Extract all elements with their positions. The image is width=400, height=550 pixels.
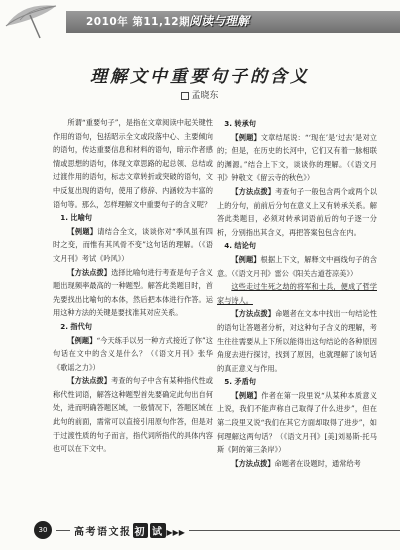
paragraph [217,307,377,375]
paragraph-text: 命题者在文本中找出一句结论性的语句让答题者分析，对这种句子含义的理解，考生往往需要从上下所以能得出这句结论的各种原因角度去进行探讨，找到了原因，也就理解了该句话的真正意义与作用。 [217,309,377,373]
footer-badge-1: 初 [133,523,149,538]
section-heading: 5. 矛盾句 [224,377,256,387]
paragraph-text: 所谓“重要句子”，是指在文章阅读中起关键性作用的语句，包括昭示全文或段落中心、主要倾向的语句，传达重要信息和材料的语句，暗示作者感情或思想的语句，体现文章思路的起总领、总结或过渡作用的语句，标志文章转折或突破的语句，文中反复出现的语句，使用了修辞、内涵较为丰富的语句等。那么，怎样理解文中重要句子的含义呢？ [53,118,213,209]
column-name: 阅读与理解 [188,14,249,28]
paragraph-text: 考查的句子中含有某种指代性或称代性词语，解答这种题型首先要确定此句出自何处，进而明确答题区域，一般情况下，答题区域在此句的前面，需常可以直接引用原句作答，但是对于过渡性质的句子而言，指代词所指代的具体内容也可以在下文中。 [53,376,213,454]
left-column [53,116,213,456]
author-box-icon [181,92,189,100]
paragraph [217,253,377,280]
section-heading: 3. 转承句 [224,119,256,128]
article-title: 理解文中重要句子的含义 [90,67,310,87]
paragraph [217,131,377,185]
author-name: 孟晓东 [191,91,219,101]
paragraph-text: 文章结尾说：“‘现在’是‘过去’是对立的；但是，在历史的长河中，它们又有着一脉相联的渊源。”结合上下文，谈谈你的理解。（《语文月刊》钟敬文《留云寺的秋色》） [217,132,377,183]
section-heading: 2. 指代句 [60,321,92,331]
paragraph-text: 命题者在设题时，通常给考 [274,458,361,468]
paragraph-tag: 【例题】 [67,226,98,236]
page-number: 30 [34,521,52,539]
paragraph-text: 根据上下文，解释文中画线句子的含意。（《语文月刊》雷公《阳关古道苍凉美》） [217,254,377,278]
author-line [0,88,400,101]
paragraph [217,185,377,239]
paragraph [53,266,213,320]
paragraph-tag: 【方法点拨】 [231,186,276,196]
paragraph-tag: 【例题】 [231,132,261,142]
paragraph-tag: 【例题】 [67,335,97,345]
paragraph-tag: 【例题】 [231,390,262,400]
paragraph [53,225,213,266]
footer-paper-name: 高考语文报 [74,527,132,538]
section-heading: 1. 比喻句 [60,213,92,223]
page-header [0,0,400,40]
paragraph-tag: 【方法点拨】 [231,458,275,468]
paragraph [217,280,377,307]
paragraph-tag: 【方法点拨】 [67,376,112,386]
right-column [217,117,377,470]
underlined-sentence: 这些走过生死之劫的将军和士兵，便成了哲学家与诗人。 [217,282,377,305]
paragraph [217,389,377,457]
paragraph [53,334,213,375]
page-footer [0,514,400,550]
paragraph-text: 作者在第一段里说“从某种本质意义上说，我们不能声称自己取得了什么进步”，但在第二段里又说“我们在其它方面却取得了进步”，如何理解这两句话？（《语文月刊》[美]刘易斯·托马斯《阿的第三条岸》） [217,390,377,455]
paragraph-tag: 【方法点拨】 [67,267,112,277]
issue-label: 2010年 第11,12期 [86,16,191,28]
paragraph-text: 请结合全文，谈谈你对“季风虽有四时之变，而惟有其风骨不变”这句话的理解。（《语文月刊》考试《吟风》） [53,226,213,263]
paragraph-tag: 【方法点拨】 [231,309,276,319]
footer-title [70,523,189,538]
paragraph [217,457,377,471]
section-heading: 4. 结论句 [224,241,256,251]
paragraph [53,116,213,211]
paragraph-text: 选择比喻句进行考查是句子含义题出现频率最高的一种题型。解答此类题目时，首先要找出比喻句的本体，然后把本体进行作答。运用这种方法的关键是要找准其对应关系。 [53,267,213,318]
footer-arrows: ▶▶▶ [166,528,185,537]
umbrella-icon [2,0,68,40]
paragraph-text: 考查句子一般包含两个或两个以上的分句，前前后分句在意义上又有转承关系。解答此类题目，必须对转承词语前后的句子逐一分析，分别指出其含义，再把答案包包含在内。 [217,186,377,237]
footer-badge-2: 试 [150,523,166,538]
paragraph-tag: 【例题】 [231,254,261,264]
paragraph-text: “今天练手以另一种方式接近了你”这句话在文中的含义是什么？（《语文月刊》张华《歌谣之力》） [53,335,213,372]
paragraph [53,374,213,456]
